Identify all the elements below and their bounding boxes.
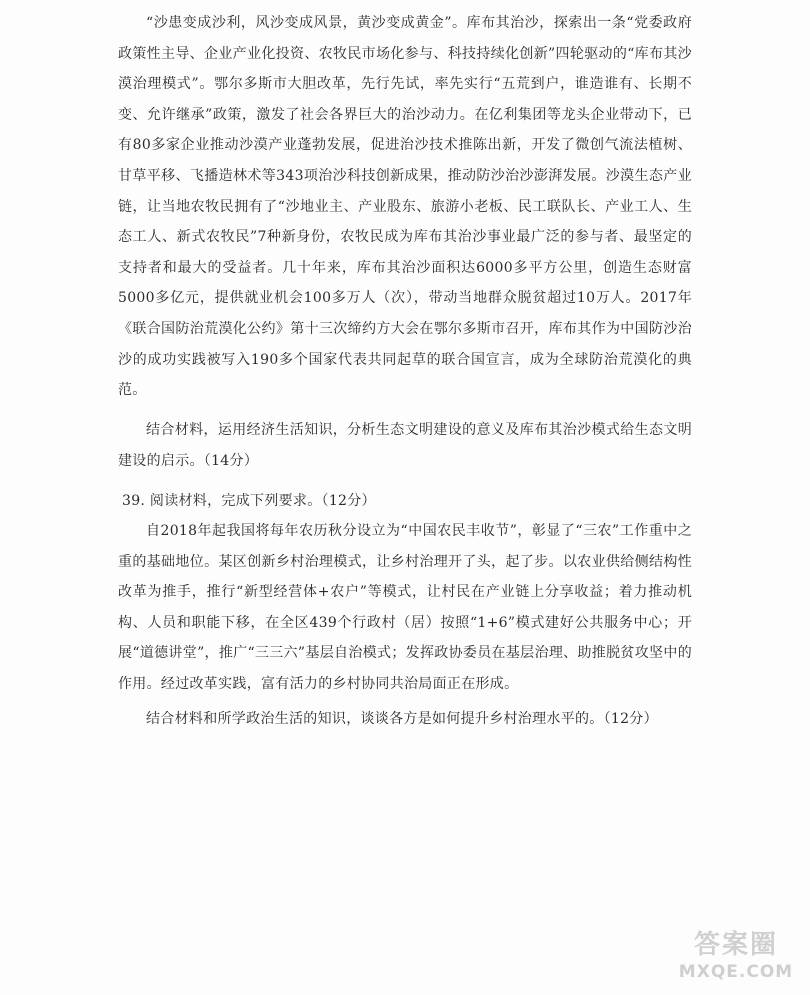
question-39-prompt: 结合材料和所学政治生活的知识，谈谈各方是如何提升乡村治理水平的。（12分）	[146, 711, 658, 727]
question-38-prompt: 结合材料，运用经济生活知识，分析生态文明建设的意义及库布其治沙模式给生态文明建设的启示。（14分）	[118, 422, 692, 469]
material-paragraph-39: 自2018年起我国将每年农历秋分设立为“中国农民丰收节”，彰显了“三农”工作重中之重的基础地位。某区创新乡村治理模式，让乡村治理开了头，起了步。以农业供给侧结构性改革为推手，推行“新型经营体+农户”等模式，让村民在产业链上分享收益；着力推动机构、人员和职能下移，在全区439个行政村（居）按照“1+6”模式建好公共服务中心；开展“道德讲堂”，推广“三三六”基层自治模式；发挥政协委员在基层治理、助推脱贫攻坚中的作用。经过改革实践，富有活力的乡村协同共治局面正在形成。	[118, 523, 692, 692]
material-paragraph-38: “沙患变成沙利，风沙变成风景，黄沙变成黄金”。库布其治沙，探索出一条“党委政府政策性主导、企业产业化投资、农牧民市场化参与、科技持续化创新”四轮驱动的“库布其沙漠治理模式”。鄂尔多斯市大胆改革，先行先试，率先实行“五荒到户，谁造谁有、长期不变、允许继承”政策，激发了社会各界巨大的治沙动力。在亿利集团等龙头企业带动下，已有80多家企业推动沙漠产业蓬勃发展，促进治沙技术推陈出新，开发了微创气流法植树、甘草平移、飞播造林术等343项治沙科技创新成果，推动防沙治沙澎湃发展。沙漠生态产业链，让当地农牧民拥有了“沙地业主、产业股东、旅游小老板、民工联队长、产业工人、生态工人、新式农牧民”7种新身份，农牧民成为库布其治沙事业最广泛的参与者、最坚定的支持者和最大的受益者。几十年来，库布其治沙面积达6000多平方公里，创造生态财富5000多亿元，提供就业机会100多万人（次），带动当地群众脱贫超过10万人。2017年《联合国防治荒漠化公约》第十三次缔约方大会在鄂尔多斯市召开，库布其作为中国防沙治沙的成功实践被写入190多个国家代表共同起草的联合国宣言，成为全球防治荒漠化的典范。	[118, 15, 692, 399]
watermark-logo-text: 答案圈	[693, 930, 778, 960]
watermark-url: MXQE.COM	[678, 962, 794, 982]
site-watermark	[676, 929, 796, 989]
question-39-heading: 39. 阅读材料，完成下列要求。（12分）	[122, 493, 376, 509]
